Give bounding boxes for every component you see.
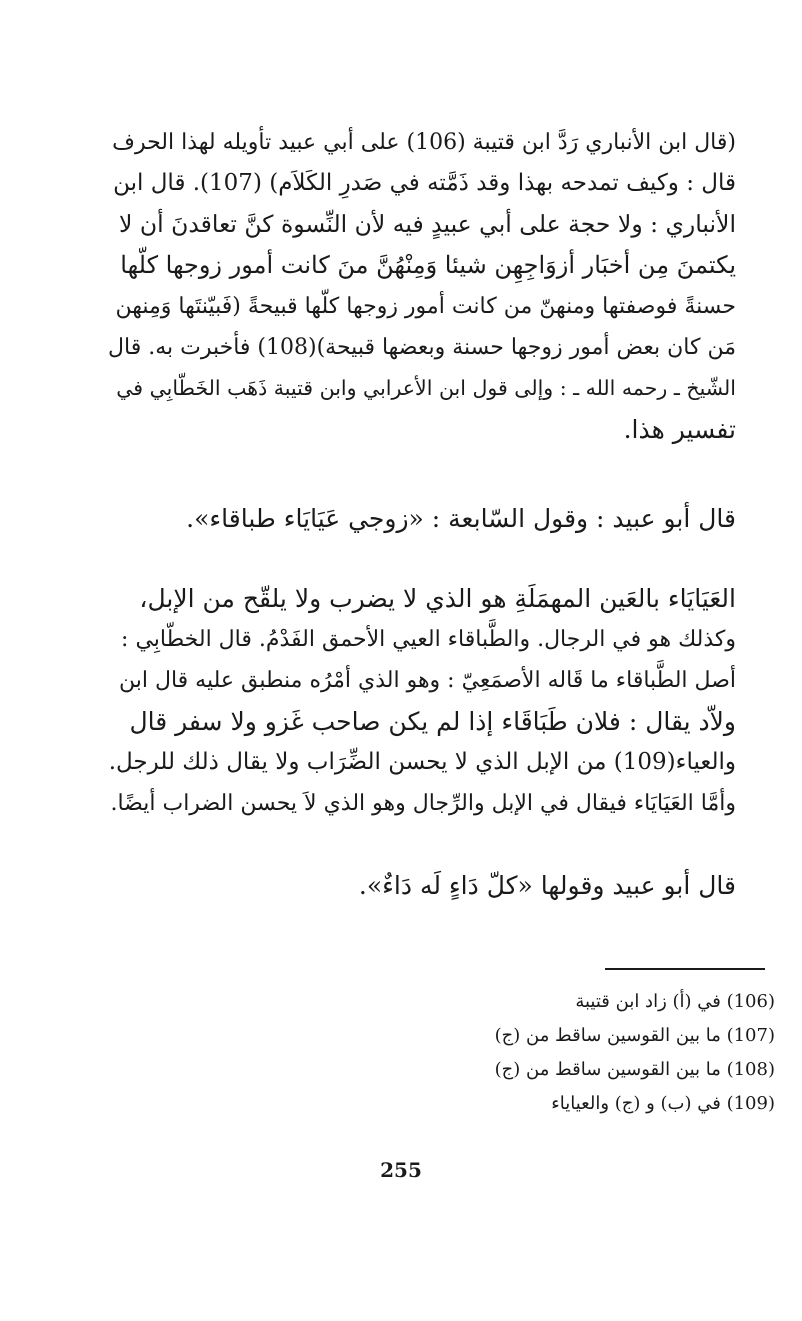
text-line: الأنباري : ولا حجة على أبي عبيدٍ فيه لأن النِّسوة كنَّ تعاقدنَ أن لا (118, 210, 736, 238)
footnote-108: (108) ما بين القوسين ساقط من (ج) (494, 1059, 775, 1080)
text-line: حسنةً فوصفتها ومنهنّ من كانت أمور زوجها كلّها قبيحةً (فَبيّنتَها وَمِنهن (115, 294, 736, 319)
text-line: قال أبو عبيد : وقول السّابعة : «زوجي عَيَايَاء طباقاء». (186, 504, 736, 533)
text-line: مَن كان بعض أمور زوجها حسنة وبعضها قبيحة)(108) فأخبرت به. قال (108, 335, 736, 360)
text-line: تفسير هذا. (623, 415, 736, 444)
text-line: قال أبو عبيد وقولها «كلّ دَاءٍ لَه دَاءٌ». (358, 871, 736, 900)
text-line: العَيَايَاء بالعَين المهمَلَةِ هو الذي لا يضرب ولا يلقّح من الإبل، (139, 584, 736, 613)
text-line: وأمَّا العَيَايَاء فيقال في الإبل والرِّجال وهو الذي لاَ يحسن الضراب أيضًا. (110, 791, 736, 816)
text-line: وكذلك هو في الرجال. والطَّباقاء العيي الأحمق الفَدْمُ. قال الخطّابِي : (121, 627, 736, 652)
text-line: ولاّد يقال : فلان طَبَاقَاء إذا لم يكن صاحب غَزو ولا سفر قال (129, 707, 736, 736)
paragraph-text (108, 498, 736, 539)
text-line: الشّيخ ـ رحمه الله ـ : وإلى قول ابن الأعرابي وابن قتيبة ذَهَب الخَطّابِي في (116, 376, 736, 400)
paragraph-seventh-woman (108, 498, 736, 539)
footnote-109: (109) في (ب) و (ج) والعياياء (551, 1093, 775, 1114)
paragraph-ayaya-definition (108, 578, 736, 824)
footnote-separator (605, 968, 765, 970)
footnotes (420, 985, 775, 1121)
text-line: (قال ابن الأنباري رَدَّ ابن قتيبة (106) على أبي عبيد تأويله لهذا الحرف (112, 130, 736, 155)
paragraph-text (108, 578, 736, 824)
text-line: يكتمنَ مِن أخبَار أزوَاجِهِن شيئا وَمِنْهُنَّ منَ كانت أمور زوجها كلّها (120, 251, 736, 279)
footnote-107: (107) ما بين القوسين ساقط من (ج) (494, 1025, 775, 1046)
text-line: أصل الطَّباقاء ما قَاله الأصمَعِيّ : وهو الذي أمْرُه منطبق عليه قال ابن (119, 668, 736, 693)
paragraph-text (108, 865, 736, 906)
paragraph-text (108, 122, 736, 450)
footnote-106: (106) في (أ) زاد ابن قتيبة (575, 991, 775, 1012)
paragraph-every-disease (108, 865, 736, 906)
text-line: قال : وكيف تمدحه بهذا وقد ذَمَّته في صَدرِ الكَلاَم) (107). قال ابن (113, 170, 736, 196)
text-line: والعياء(109) من الإبل الذي لا يحسن الضِّرَاب ولا يقال ذلك للرجل. (108, 749, 736, 775)
paragraph-ibn-al-anbari (108, 122, 736, 450)
page-number: 255 (380, 1158, 422, 1182)
